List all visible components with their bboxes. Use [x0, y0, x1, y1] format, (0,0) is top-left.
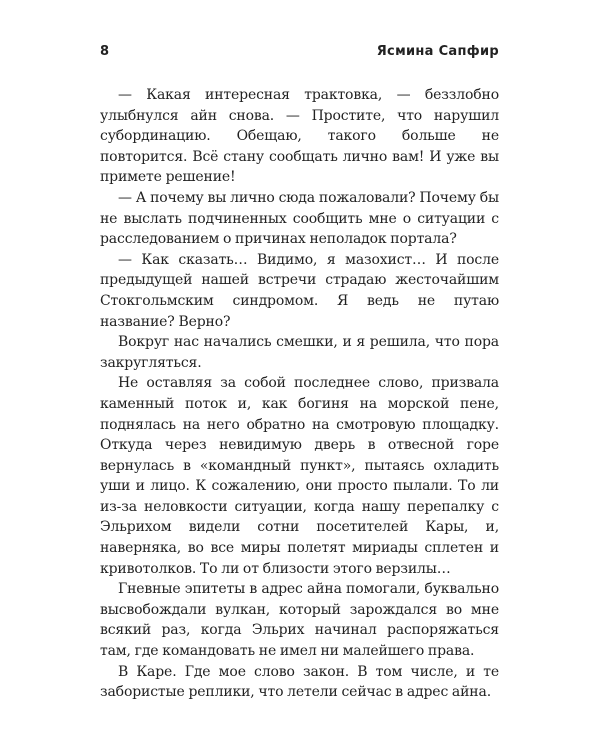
author-name: Ясмина Сапфир [376, 44, 499, 59]
paragraph-3: — Как сказать… Видимо, я мазохист… И после предыдущей нашей встречи страдаю жесточайшим Стокгольмским синдромом. Я ведь не путаю название? Верно? [100, 251, 499, 330]
page-number: 8 [100, 44, 110, 59]
running-head [100, 44, 499, 66]
paragraph-7: В Каре. Где мое слово закон. В том числе, и те забористые реплики, что летели сейчас в адрес айна. [100, 663, 499, 701]
paragraph-5: Не оставляя за собой последнее слово, призвала каменный поток и, как богиня на морской пене, поднялась на него обратно на смотровую площадку. Откуда через невидимую дверь в отвесной горе вернулась в «командный пункт», пытаясь охладить уши и лицо. К сожалению, они просто пылали. То ли из-за неловкости ситуации, когда нашу перепалку с Эльрихом видели сотни посетителей Кары, и, наверняка, во все миры полетят мириады сплетен и кривотолков. То ли от близости этого верзилы… [100, 375, 499, 577]
paragraph-6: Гневные эпитеты в адрес айна помогали, буквально высвобождали вулкан, который зарождался во мне всякий раз, когда Эльрих начинал распоряжаться там, где командовать не имел ни малейшего права. [100, 581, 499, 660]
paragraph-1: — Какая интересная трактовка, — беззлобно улыбнулся айн снова. — Простите, что нарушил субординацию. Обещаю, такого больше не повторится. Всё стану сообщать лично вам! И уже вы примете решение! [100, 87, 499, 186]
text-body [100, 85, 499, 703]
paragraph-4: Вокруг нас начались смешки, и я решила, что пора закругляться. [100, 334, 499, 371]
paragraph-2: — А почему вы лично сюда пожаловали? Почему бы не выслать подчиненных сообщить мне о ситуации с расследованием о причинах неполадок портала? [100, 189, 499, 248]
